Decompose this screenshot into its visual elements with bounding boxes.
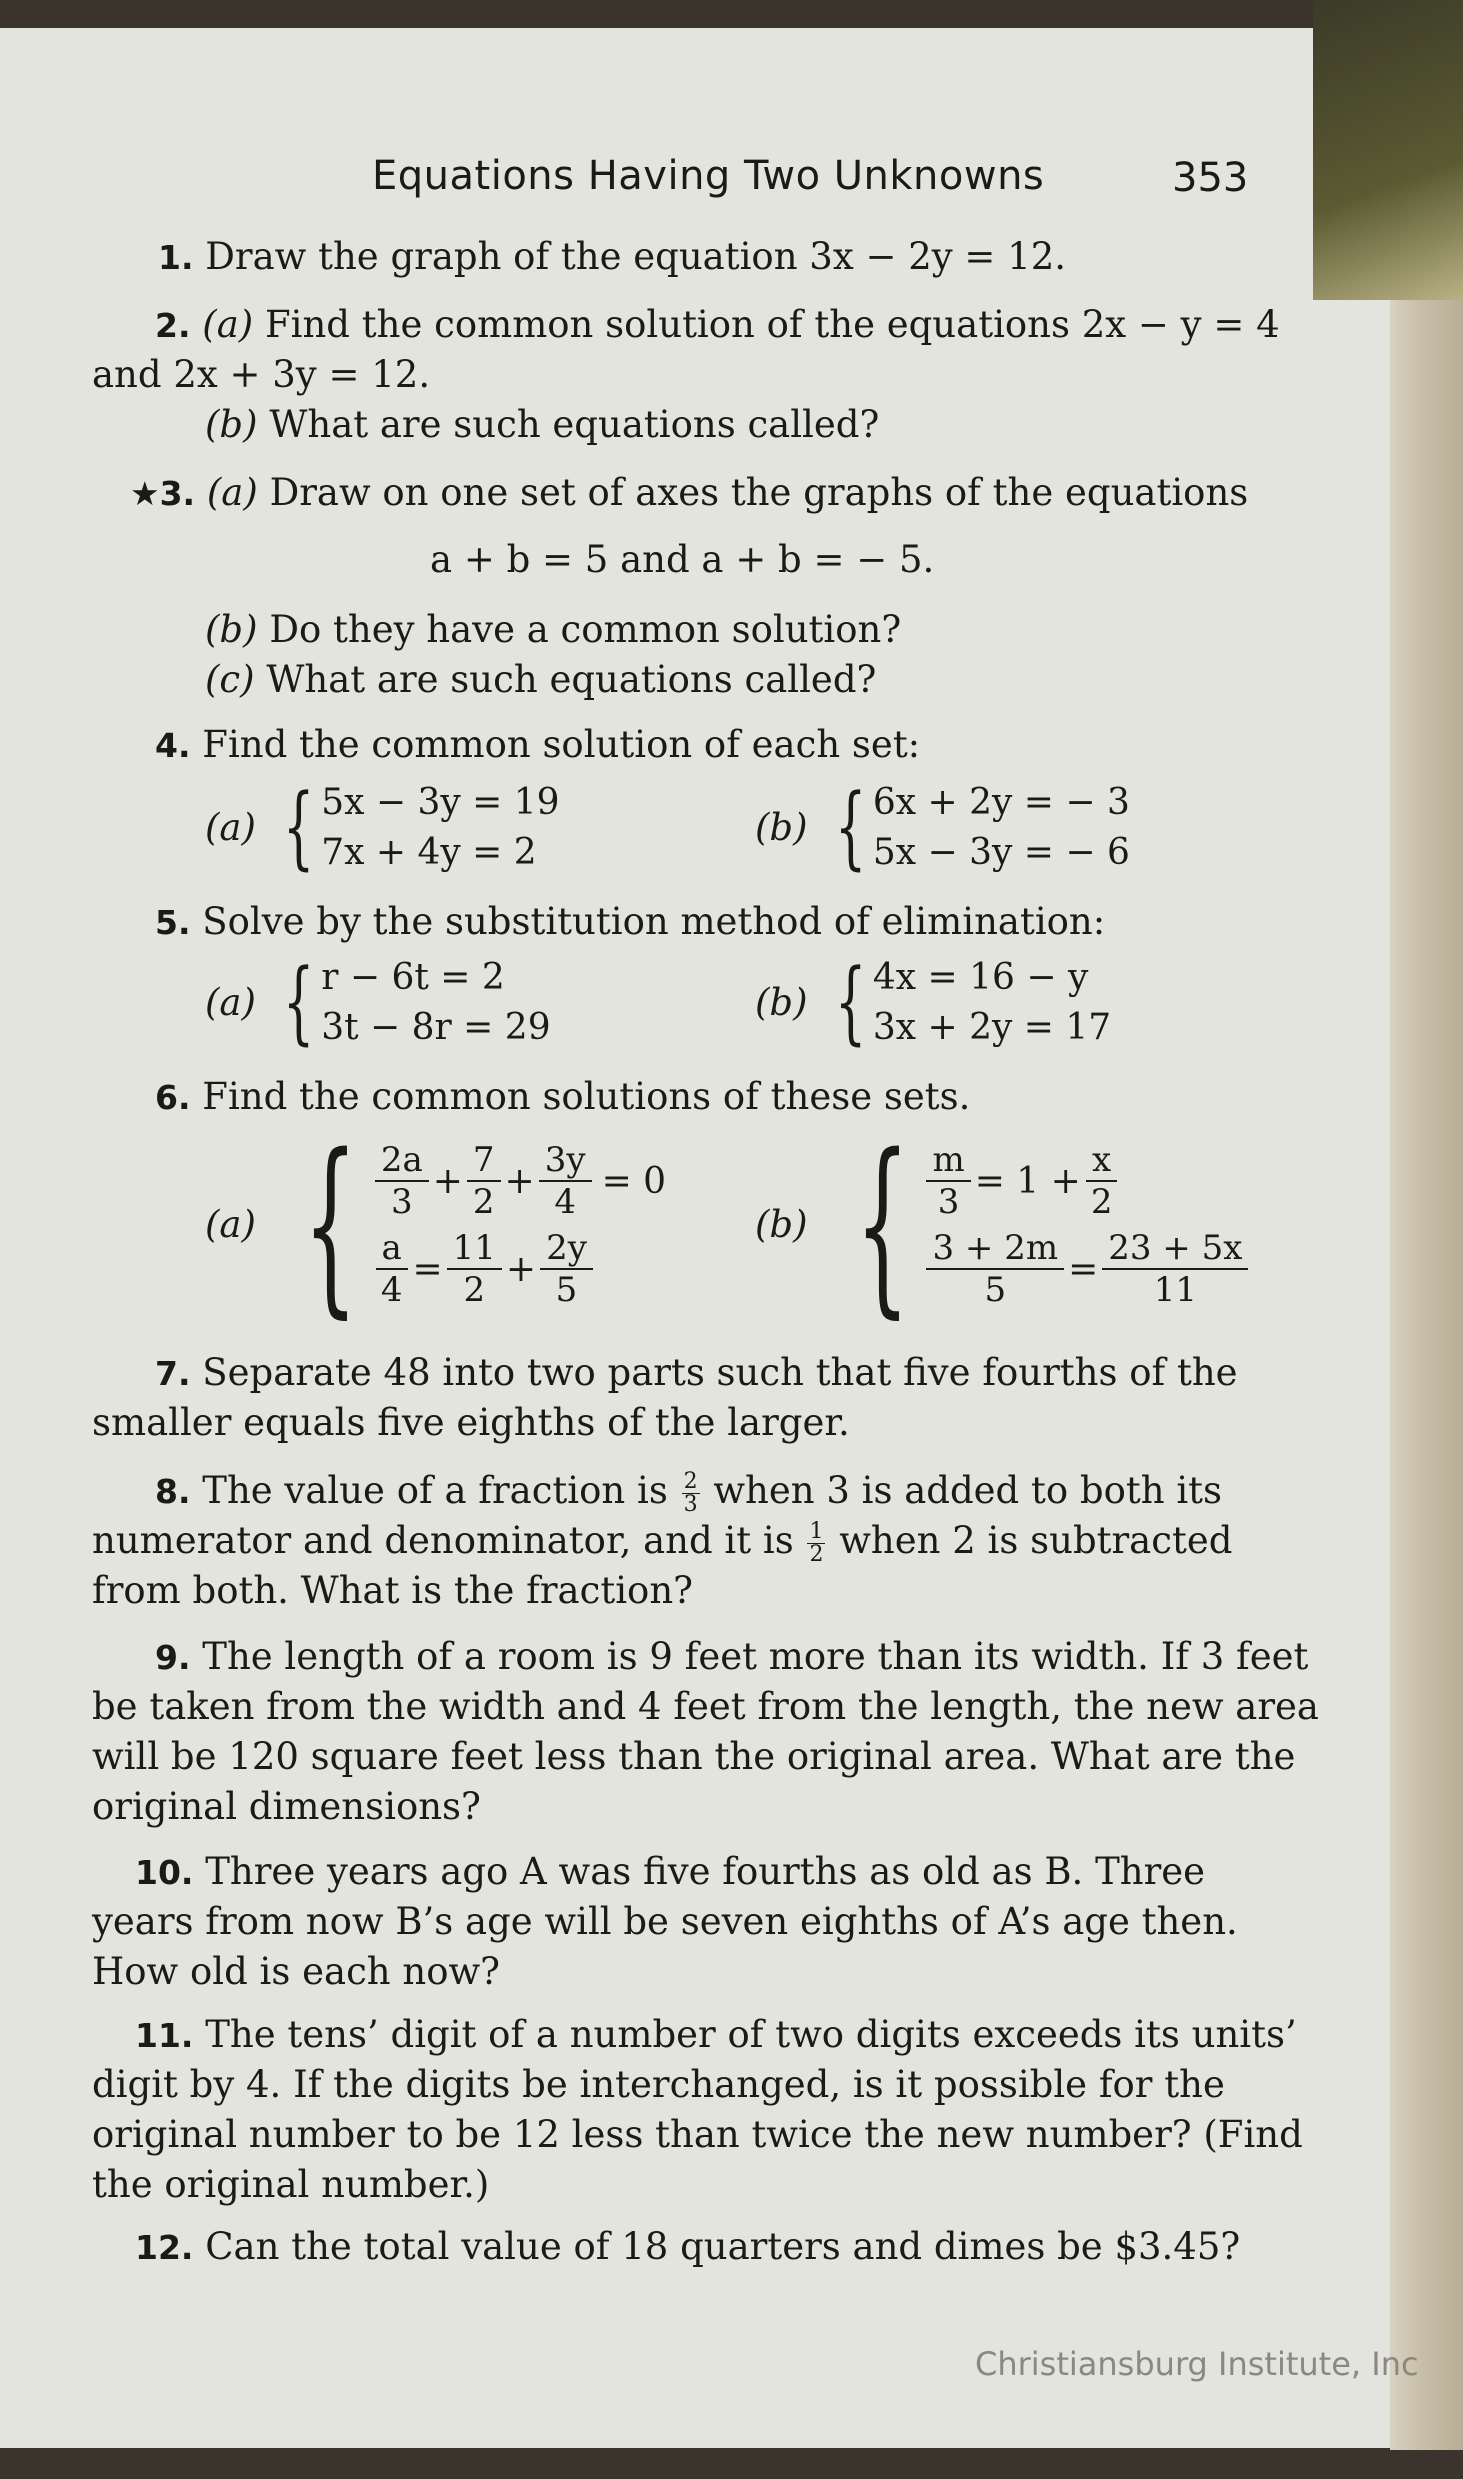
part-label: (a) [205, 1203, 256, 1246]
problem-text: Solve by the substitution method of elimination: [202, 900, 1106, 943]
part-label: (a) [205, 981, 256, 1024]
fraction: $\frac{11}{2}$ [447, 1228, 502, 1310]
equation-row: $\frac{2a}{3}$ + $\frac{7}{2}$ + $\frac{3y}{4}$ = 0 [371, 1137, 666, 1225]
part-label: (a) [202, 303, 254, 346]
problem-9-line-2: be taken from the width and 4 feet from the length, the new area [92, 1685, 1319, 1728]
equation: 6x + 2y = − 3 [872, 782, 1130, 823]
problem-3-part-c [205, 655, 876, 705]
part-label: (b) [755, 981, 808, 1024]
problem-2-line-2 [92, 350, 430, 400]
problem-11-line-3: original number to be 12 less than twice the new number? (Find [92, 2113, 1303, 2156]
equation: 3x + 2y = 17 [872, 1007, 1112, 1048]
part-label: (c) [205, 658, 255, 701]
problem-text: and 2x + 3y = 12. [92, 353, 431, 396]
left-brace-icon: { [282, 950, 315, 1055]
problem-6 [155, 1072, 970, 1123]
problem-7-line-2 [92, 1398, 850, 1448]
problem-3-equations [430, 535, 934, 585]
problem-text: smaller equals five eighths of the larger. [92, 1401, 850, 1444]
problem-number: 5. [155, 903, 191, 942]
problem-6-system-b [755, 1114, 1252, 1335]
part-label: (b) [205, 608, 258, 651]
problem-text: Find the common solution of each set: [202, 723, 921, 766]
problem-6-system-a [205, 1114, 667, 1335]
problem-text: Find the common solution of the equations 2x − y = 4 [264, 303, 1280, 346]
problem-text: Separate 48 into two parts such that five fourths of the [202, 1351, 1238, 1394]
problem-10-line-1: 10. Three years ago A was five fourths as old as B. Three [135, 1850, 1206, 1893]
problem-number: 12. [135, 2228, 194, 2267]
equation: 3t − 8r = 29 [321, 1007, 551, 1048]
problem-9-line-1: 9. The length of a room is 9 feet more than its width. If 3 feet [155, 1635, 1309, 1678]
problem-text: Draw on one set of axes the graphs of the equations [269, 471, 1249, 514]
problem-5 [155, 897, 1105, 948]
page-number: 353 [1172, 155, 1249, 201]
part-label: (b) [755, 1203, 808, 1246]
part-label: (a) [206, 471, 258, 514]
problem-number: 7. [155, 1354, 191, 1393]
fraction: $\frac{3y}{4}$ [539, 1140, 592, 1222]
equation: 4x = 16 − y [872, 957, 1089, 998]
equation-row: $\frac{3 + 2m}{5}$ = $\frac{23 + 5x}{11}$ [922, 1225, 1252, 1313]
fraction: $\frac{m}{3}$ [926, 1140, 970, 1222]
equation-row: $\frac{m}{3}$ = 1 + $\frac{x}{2}$ [922, 1137, 1252, 1225]
problem-text: Do they have a common solution? [269, 608, 902, 651]
equation: 5x − 3y = − 6 [872, 832, 1130, 873]
problem-2-line-1 [155, 300, 1280, 351]
fraction: $\frac{23 + 5x}{11}$ [1102, 1228, 1248, 1310]
left-brace-icon: { [834, 950, 866, 1055]
problem-number: 9. [155, 1638, 191, 1677]
problem-number: ★3. [130, 474, 196, 513]
problem-2-part-b [205, 400, 879, 450]
running-title: Equations Having Two Unknowns [372, 153, 1045, 199]
fraction: $\frac{2}{3}$ [683, 1469, 698, 1517]
problem-number: 6. [155, 1078, 191, 1117]
problem-11-line-2: digit by 4. If the digits be interchanged, is it possible for the [92, 2063, 1225, 2106]
problem-11-line-1: 11. The tens’ digit of a number of two digits exceeds its units’ [135, 2013, 1297, 2056]
problem-number: 11. [135, 2016, 194, 2055]
problem-number: 2. [155, 306, 191, 345]
problem-3-part-b [205, 605, 901, 655]
fraction: $\frac{2a}{3}$ [375, 1140, 429, 1222]
problem-9-line-4: original dimensions? [92, 1785, 481, 1828]
problem-number: 10. [135, 1853, 194, 1892]
problem-8-line-3: from both. What is the fraction? [92, 1569, 693, 1612]
problem-11-line-4: the original number.) [92, 2163, 490, 2206]
problem-3-line-1 [130, 468, 1248, 519]
left-brace-icon: { [854, 1114, 910, 1335]
fraction: $\frac{a}{4}$ [375, 1228, 409, 1310]
problem-number: 8. [155, 1472, 191, 1511]
problem-text: What are such equations called? [266, 658, 877, 701]
equation-text: a + b = 5 and a + b = − 5. [430, 538, 935, 581]
problem-12: 12. Can the total value of 18 quarters and dimes be $3.45? [135, 2225, 1241, 2268]
part-label: (a) [205, 806, 256, 849]
part-label: (b) [755, 806, 808, 849]
problem-4-system-a [205, 775, 560, 880]
problem-1 [158, 232, 1066, 283]
fraction: $\frac{3 + 2m}{5}$ [926, 1228, 1064, 1310]
problem-4-system-b [755, 775, 1130, 880]
equation-row: $\frac{a}{4}$ = $\frac{11}{2}$ + $\frac{2y}{5}$ [371, 1225, 666, 1313]
page-stack-edge [1390, 60, 1463, 2450]
problem-5-system-b [755, 950, 1112, 1055]
equation: 7x + 4y = 2 [321, 832, 537, 873]
problem-number: 4. [155, 726, 191, 765]
left-brace-icon: { [282, 775, 315, 880]
problem-10-line-2: years from now B’s age will be seven eighths of A’s age then. [92, 1900, 1238, 1943]
left-brace-icon: { [303, 1114, 358, 1335]
fraction: $\frac{x}{2}$ [1085, 1140, 1119, 1222]
problem-5-system-a [205, 950, 551, 1055]
fraction: $\frac{7}{2}$ [467, 1140, 501, 1222]
problem-9-line-3: will be 120 square feet less than the original area. What are the [92, 1735, 1296, 1778]
problem-text: What are such equations called? [269, 403, 880, 446]
part-label: (b) [205, 403, 258, 446]
fraction: $\frac{1}{2}$ [809, 1519, 824, 1567]
problem-8-line-2: numerator and denominator, and it is $\frac{1}{2}$ when 2 is subtracted [92, 1519, 1233, 1567]
problem-7-line-1 [155, 1348, 1238, 1399]
problem-number: 1. [158, 238, 194, 277]
equation: r − 6t = 2 [321, 957, 505, 998]
watermark: Christiansburg Institute, Inc [975, 2345, 1419, 2383]
left-brace-icon: { [834, 775, 866, 880]
problem-text: Find the common solutions of these sets. [202, 1075, 971, 1118]
fraction: $\frac{2y}{5}$ [540, 1228, 593, 1310]
equation: 5x − 3y = 19 [321, 782, 560, 823]
problem-4 [155, 720, 920, 771]
page-header [0, 145, 1463, 215]
problem-8-line-1: 8. The value of a fraction is $\frac{2}{3}$ when 3 is added to both its [155, 1469, 1223, 1517]
problem-10-line-3: How old is each now? [92, 1950, 500, 1993]
problem-text: Draw the graph of the equation 3x − 2y = 12. [205, 235, 1067, 278]
